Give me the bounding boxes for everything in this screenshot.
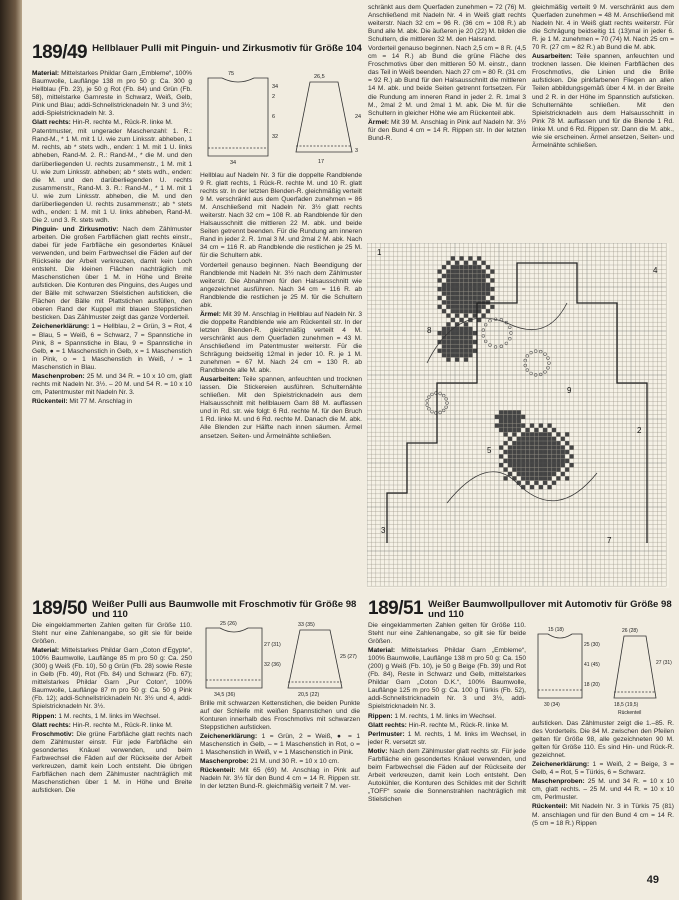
paragraph: Ärmel: Mit 39 M. Anschlag in Pink auf Nadeln Nr. 3½ für den Bund 4 cm = 14 R. Rippen str. In der letzten Bund-R. [368,118,526,142]
paragraph: Glatt rechts: Hin-R. rechte M., Rück-R. linke M. [32,721,173,729]
paragraph: Glatt rechts: Hin-R. rechte M., Rück-R. linke M. [32,119,173,127]
schematic-189-51 [534,624,674,716]
paragraph: Ärmel: Mit 39 M. Anschlag in Hellblau auf Nadeln Nr. 3 die doppelte Randblende wie am Rückenteil str. In der letzten Blenden-R. gleichmäßig verteilt 4 M. verschränkt aus dem Querfaden zunehmen = 43 M. Anschließend im Patentmuster weiterstr. Für die Schrägung beidseitig 12mal in jeder 10. R. je 1 M. zunehmen = 67 M. Nach 24 cm = 130 R. ab Randblende alle M. abk. [200,310,362,375]
dim-sleeve-cuff: 3 [355,148,359,154]
dim-sleeve-len: 24 [355,114,362,120]
column-189-51-a [368,622,526,892]
dim-side2: 2 [272,94,276,100]
dim-side3: 6 [272,114,276,120]
paragraph: Maschenproben: 25 M. und 34 R. = 10 x 10 cm, glatt rechts. – 25 M. und 44 R. = 10 x 10 cm, Perlmuster. [532,778,674,802]
dim-top: 15 (18) [548,627,564,633]
paragraph: schränkt aus dem Querfaden zunehmen = 72 (76) M. Anschließend mit Nadeln Nr. 4 in Weiß glatt rechts weiterstr. Nach 32 cm = 96 R. (36 cm = 108 R.) ab Bund alle M. abk. Die äußeren je 20 (22) M. bilden die Schultern, die mittleren 32 M. den Halsrand. [368,4,526,44]
schematic-189-49 [200,68,370,168]
dim-top: 25 (26) [220,621,237,627]
paragraph: Patentmuster, mit ungerader Maschenzahl: 1. R.: Rand-M., * 1 M. mit 1 U. wie zum Linksstr. abheben, 1 M. rechts, ab * stets wdh., enden: 1 M. mit 1 U. links abheben, Rand-M. 2. R.: Rand-M., * die M. und den darüberliegenden U. rechts zusammenstr., 1 M. mit 1 U. wie zum Linksstr. abheben; ab * stets wdh., enden: die M. und den darüberliegenden U. rechts zusammenstr., Rand-M. 3. R.: Rand-M., * 1 M. mit 1 U. wie zum Linksstr. abheben, die M. und den darüberliegenden U. rechts zusammenstr.; ab * stets wdh., enden: 1 M. mit 1 U. links abheben, Rand-M. Die 2. und 3. R. stets wdh. [32,128,192,224]
column-189-49-b [200,172,362,590]
dim-top: 75 [228,71,235,77]
schematic-body [208,78,268,156]
dim-side1: 34 [272,84,279,90]
paragraph: gleichmäßig verteilt 9 M. verschränkt aus dem Querfaden zunehmen = 48 M. Anschließend mit Nadeln Nr. 4 in Weiß glatt rechts weiterstr. Für die Schrägung beidseitig 11 (13)mal in jeder 6. R. je 1 M. zunehmen = 70 (74) M. Nach 25 cm = 70 R. (27 cm = 82 R.) ab Bund die M. abk. [532,4,674,52]
magazine-page [22,0,679,900]
pattern-title: Hellblauer Pulli mit Pinguin- und Zirkusmotiv für Größe 104 [92,43,362,54]
dim-side3: 18 (20) [584,682,600,688]
paragraph: Rückenteil: Mit 65 (69) M. Anschlag in Pink auf Nadeln Nr. 3½ für den Bund 4 cm = 14 R. Rippen str. In der letzten Bund-R. gleichmäßig verteilt 7 M. ver- [200,767,360,791]
paragraph: Perlmuster: 1 M. rechts, 1 M. links im Wechsel, in jeder R. versetzt str. [368,730,526,746]
paragraph: aufsticken. Das Zählmuster zeigt die 1.–85. R. des Vorderteils. Die 84 M. zwischen den Pfeilen gelten für Größe 98, alle gezeichneten 90 M. gelten für Größe 110. Es sind Hin- und Rück-R. gezeichnet. [532,720,674,760]
paragraph: Vorderteil genauso beginnen. Nach 2,5 cm = 8 R. (4,5 cm = 14 R.) ab Bund die grüne Fläche des Froschmotivs über den mittleren 50 M. einstr., dann das Teil in Weiß beenden. Nach 27 cm = 80 R. (31 cm = 92 R.) ab Bund für den Halsausschnitt die mittleren 14 M. abk. und beide Seiten getrennt fortsetzen. Für die Rundung am inneren Rand in jeder 2. R. 1mal 3 M., 2mal 2 M. und 2mal 1 M. abk. Die M. für die Schultern in gleicher Höhe wie am Rückenteil abk. [368,45,526,117]
paragraph: Ausarbeiten: Teile spannen, anfeuchten und trocknen lassen. Die kleinen Farbflächen des Froschmotivs, die Linien und die Brille aufsticken. Die pinkfarbenen Fliegen an allen Teilen abbildungsgemäß über 4 M. in der Breite und 2 R. in der Höhe im Spannstich aufsticken. Schulternähte schließen. Mit den Spielstricknadeln aus dem Halsausschnitt in Pink 78 M. auffassen und für die Blende 1 Rd. linke M. und 6 Rd. Rippen str. Dann die M. abk., wie sie erscheinen. Ärmel ansetzen, Seiten- und Ärmelnähte schließen. [532,53,674,149]
dim-sleeve-top: 26 (28) [622,628,638,634]
column-189-51-b [532,720,674,892]
column-189-49-c [368,4,526,254]
knitting-chart-189-49 [367,243,669,588]
column-189-49-d [532,4,674,254]
paragraph: Brille mit schwarzen Kettenstichen, die beiden Punkte auf der Schleife mit weißen Spannstichen und die Konturen innerhalb des Froschmotivs mit schwarzen Steppstichen aufsticken. [200,700,360,732]
dim-sleeve-bottom: 20,5 (22) [298,692,320,698]
paragraph: Rückenteil: Mit 77 M. Anschlag in [32,397,133,405]
dim-side2: 41 (45) [584,662,600,668]
paragraph: Rippen: 1 M. rechts, 1 M. links im Wechsel. [368,712,497,720]
paragraph: Glatt rechts: Hin-R. rechte M., Rück-R. linke M. [368,721,509,729]
dim-sleeve-top: 33 (35) [298,622,315,628]
paragraph: Rippen: 1 M. rechts, 1 M. links im Wechsel. [32,712,161,720]
dim-sleeve-len: 27 (31) [656,660,672,666]
paragraph: Vorderteil genauso beginnen. Nach Beendigung der Randblende mit Nadeln Nr. 3½ nach dem Zählmuster weiterstr. Die Abnahmen für den Halsausschnitt wie angezeichnet ausführen. Nach 34 cm = 116 R. ab Randblende die restlichen je 25 M. für die Schultern abk. [200,261,362,309]
pattern-number: 189/51 [368,598,424,619]
pattern-title: Weißer Pulli aus Baumwolle mit Froschmotiv für Größe 98 und 110 [92,599,357,620]
pattern-number: 189/50 [32,598,88,619]
dim-bottom: 30 (34) [544,702,560,708]
paragraph: Pinguin- und Zirkusmotiv: Nach dem Zählmuster arbeiten. Die großen Farbflächen glatt rechts einstr., dabei für jede Farbfläche ein gesondertes Knäuel verwenden, und beim Farbwechsel die Fäden auf der Rückseite der Arbeit verkreuzen, damit kein Loch entsteht. Die kleinen Flächen nachträglich mit Maschenstichen über 1 M. in Höhe und Breite aufsticken. Die Konturen des Pinguins, des Auges und der Bälle mit schwarzen Stielstichen aufsticken, die Flächen der Bälle mit Plattstichen ausfüllen, den oberen Rand der Kuppel mit blauen Steppstichen besticken. Das Zählmuster zeigt das ganze Vorderteil. [32,225,192,322]
chart-label: 7 [607,536,612,545]
chart-label: 1 [377,248,382,257]
schematic-sleeve [296,82,352,152]
dim-sleeve-bottom: 18,5 (19,5) [614,702,639,708]
schematic-189-50 [200,618,360,698]
chart-label: 4 [653,266,658,275]
dim-bottom: 34 [230,160,237,166]
page-number: 49 [646,874,659,886]
heading-189-49 [32,42,362,64]
chart-label: 5 [487,446,492,455]
dim-side2: 32 (36) [264,662,281,668]
chart-label: 3 [381,526,386,535]
paragraph: Maschenprobe: 21 M. und 30 R. = 10 x 10 cm. [200,758,340,766]
paragraph: Rückenteil: Mit Nadeln Nr. 3 in Türkis 75 (81) M. anschlagen und für den Bund 4 cm = 14 R. (5 cm = 18 R.) Rippen [532,803,674,827]
dim-side1: 25 (30) [584,642,600,648]
column-189-49-a [32,70,192,592]
schematic-label: Rückenteil [618,710,642,716]
paragraph: Material: Mittelstarkes Phildar Garn „Embleme“, 100% Baumwolle, Lauflänge 138 m pro 50 g: Ca. 300 g Hellblau (Fb. 23), je 50 g Rot (Fb. 84) und Grün (Fb. 58), mittelstarke Garnreste in Schwarz, Weiß, Gelb, Pink und Blau; addi-Schnellstricknadeln Nr. 3 und 3½; addi-Spielstricknadeln Nr. 3. [32,70,192,118]
dim-side1: 27 (31) [264,642,281,648]
paragraph: Froschmotiv: Die grüne Farbfläche glatt rechts nach dem Zählmuster einstr. Für jede Farbfläche ein gesondertes Knäuel verwenden, und beim Farbwechsel die Fäden auf der Rückseite der Arbeit verkreuzen, damit kein Loch entsteht. Die übrigen Farbflächen nach dem Zählmuster nachträglich mit Maschenstichen über 1 M. in Höhe und Breite aufsticken. Die [32,730,192,794]
magazine-spine [0,0,22,900]
pattern-number: 189/49 [32,42,88,63]
paragraph: Ausarbeiten: Teile spannen, anfeuchten und trocknen lassen. Die Stickereien ausführen. Schulternähte schließen. Mit den Spielstricknadeln aus dem Halsausschnitt mit hellblauem Garn 88 M. auffassen und in Rd. str. wie folgt: 6 Rd. rechte M. für den Bruch 1 Rd. linke M. und 6 Rd. rechte M. Danach die M. abk. Alle Blenden zur Hälfte nach innen säumen. Ärmel ansetzen. Seiten- und Ärmelnähte schließen. [200,376,362,440]
chart-label: 9 [567,386,572,395]
dim-sleeve-len: 25 (27) [340,654,357,660]
paragraph: Zeichenerklärung: 1 = Hellblau, 2 = Grün, 3 = Rot, 4 = Blau, 5 = Weiß, 6 = Schwarz, 7 = Spannstiche in Pink, 8 = Spannstiche in Blau, 9 = Spannstiche in Gelb, ● = 1 Maschenstich in Gelb, x = 1 Maschenstich in Pink, o = 1 Maschenstich in Weiß, / = 1 Maschenstich in Blau. [32,323,192,371]
paragraph: Motiv: Nach dem Zählmuster glatt rechts str. Für jede Farbfläche ein gesondertes Knäuel verwenden, und beim Farbwechsel die Fäden auf der Rückseite der Arbeit verkreuzen, damit kein Loch entsteht. Den Autokühler, die Konturen des Schildes mit der Schrift „TOFF“ sowie die Sonnenstrahlen nachträglich mit Stielstichen [368,747,526,803]
pattern-title: Weißer Baumwollpullover mit Automotiv für Größe 98 und 110 [428,599,672,620]
paragraph: Zeichenerklärung: 1 = Weiß, 2 = Beige, 3 = Gelb, 4 = Rot, 5 = Türkis, 6 = Schwarz. [532,761,674,777]
paragraph: Material: Mittelstarkes Phildar Garn „Coton d'Egypte“, 100% Baumwolle, Lauflänge 85 m pro 50 g: Ca. 250 (300) g Weiß (Fb. 10), 50 g Grün (Fb. 28) sowie Reste in Gelb (Fb. 49), Rot (Fb. 84) und Schwarz (Fb. 67); mittelstarkes Phildar Garn „Pur Coton“, 100% Baumwolle, Lauflänge 87 m pro 50 g: Ca. 50 g Pink (Fb. 12); addi-Schnellstricknadeln Nr. 3½ und 4, addi-Spielstricknadeln Nr. 3½. [32,647,192,711]
chart-label: 8 [427,326,432,335]
paragraph: Hellblau auf Nadeln Nr. 3 für die doppelte Randblende 9 R. glatt rechts, 1 Rück-R. rechte M. und 10 R. glatt rechts str. In der letzten Blenden-R. gleichmäßig verteilt 9 M. verschränkt aus dem Querfaden zunehmen = 86 M. Anschließend mit Nadeln Nr. 3½ glatt rechts weiterstr. Nach 32 cm = 108 R. ab Randblende für den Halsausschnitt die mittleren 22 M. abk. und beide Seiten getrennt beenden. Für die Rundung am inneren Rand in jeder 2. R. 1mal 3 M. und 2mal 2 M. abk. Nach 34 cm = 116 R. ab Randblende die restlichen je 25 M. für die Schultern abk. [200,172,362,260]
column-189-50-a [32,622,192,892]
dim-sleeve-top: 26,5 [314,74,325,80]
paragraph: Zeichenerklärung: 1 = Grün, 2 = Weiß, ● = 1 Maschenstich in Gelb, – = 1 Maschenstich in Rot, o = 1 Maschenstich in Weiß, v = 1 Maschenstich in Pink. [200,733,360,757]
paragraph: Maschenproben: 25 M. und 34 R. = 10 x 10 cm, glatt rechts mit Nadeln Nr. 3½. – 20 M. und 54 R. = 10 x 10 cm, Patentmuster mit Nadeln Nr. 3. [32,372,192,396]
dim-side4: 32 [272,134,279,140]
heading-189-51 [368,598,678,620]
paragraph: Material: Mittelstarkes Phildar Garn „Embleme“, 100% Baumwolle, Lauflänge 138 m pro 50 g: Ca. 150 (200) g Weiß (Fb. 10), je 50 g Beige (Fb. 39) und Rot (Fb. 84), Reste in Schwarz und Gelb, mittelstarkes Phildar Garn „Coton D.K.“, 100% Baumwolle, Lauflänge 125 m pro 50 g: Ca. 100 g Türkis (Fb. 52), addi-Schnellstricknadeln Nr. 3 und 3½, addi-Spielstricknadeln Nr. 3. [368,647,526,711]
paragraph: Die eingeklammerten Zahlen gelten für Größe 110. Steht nur eine Zahlenangabe, so gilt sie für beide Größen. [368,622,526,646]
paragraph: Die eingeklammerten Zahlen gelten für Größe 110. Steht nur eine Zahlenangabe, so gilt sie für beide Größen. [32,622,192,646]
dim-bottom: 34,5 (36) [214,692,236,698]
dim-sleeve-bottom: 17 [318,159,325,165]
chart-label: 2 [637,426,642,435]
heading-189-50 [32,598,362,620]
column-189-50-b [200,700,360,892]
